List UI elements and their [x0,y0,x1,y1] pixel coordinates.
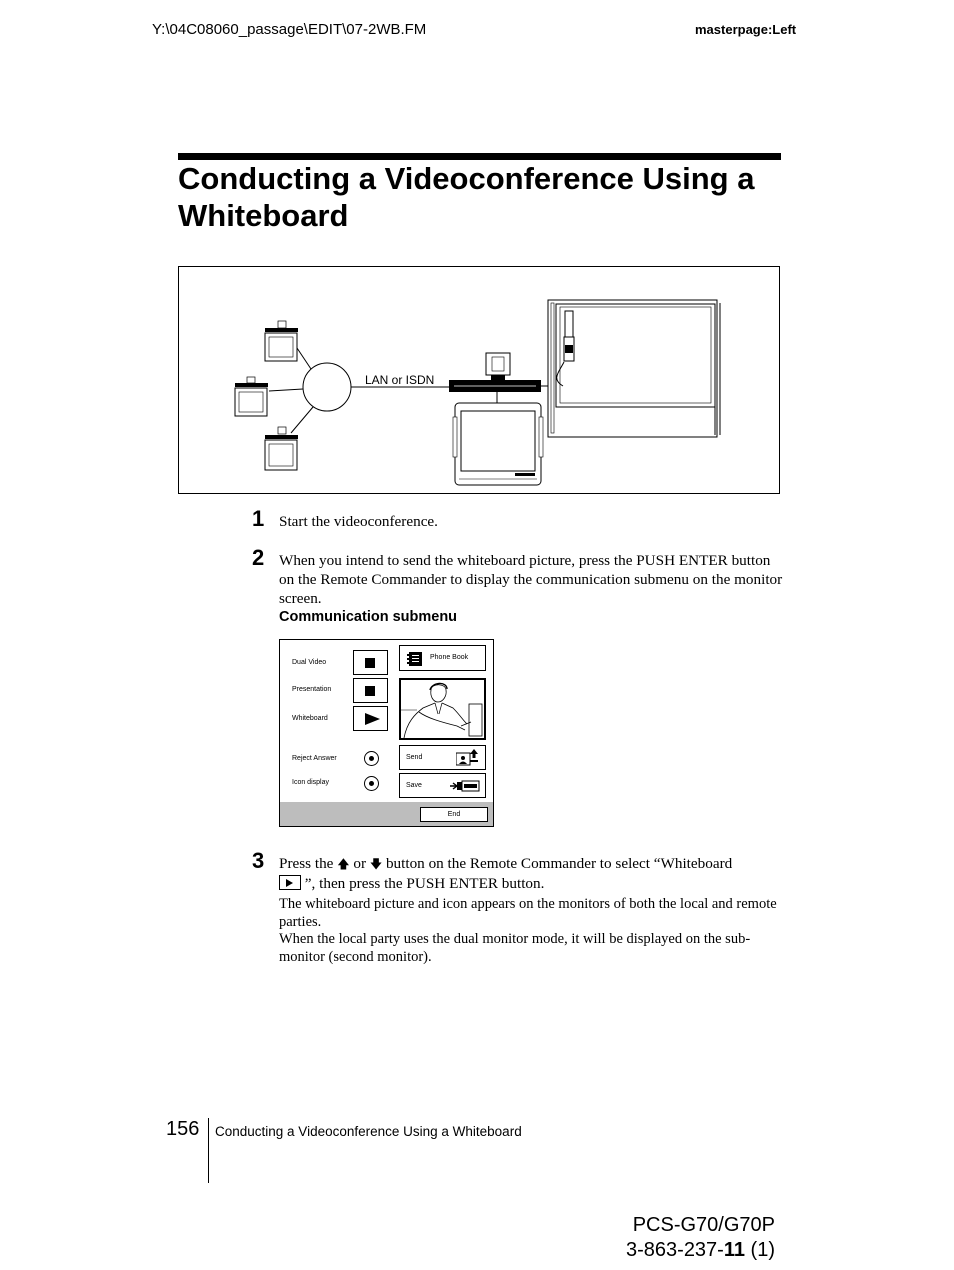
model-line-1: PCS-G70/G70P [632,1214,775,1236]
reject-answer-label: Reject Answer [292,755,337,762]
stop-icon [365,686,375,696]
preview-window [399,678,486,740]
model-code-bold: 11 [723,1239,745,1261]
footer-section-title: Conducting a Videoconference Using a Whiteboard [215,1124,522,1139]
dual-video-button[interactable] [353,650,388,675]
presenter-illustration-icon [401,680,484,738]
whiteboard-play-icon [279,875,301,890]
network-diagram-illustration [179,267,781,495]
icon-display-radio[interactable] [364,776,379,791]
send-button[interactable] [399,745,486,770]
remote-terminal-2-icon [235,377,268,416]
icon-display-label: Icon display [292,779,329,786]
page-title: Conducting a Videoconference Using a Whiteboard [178,161,755,233]
network-diagram [178,266,780,494]
save-to-card-icon [450,780,480,792]
reject-answer-radio[interactable] [364,751,379,766]
phone-book-icon [407,652,423,666]
stop-icon [365,658,375,668]
header-masterpage: masterpage:Left [695,22,797,37]
remote-terminal-3-icon [265,427,298,470]
step-1-number: 1 [252,506,265,531]
send-image-icon [456,749,478,767]
whiteboard-button[interactable] [353,706,388,731]
model-line-2 [560,1238,775,1263]
communication-submenu [279,639,494,827]
step-3-number: 3 [252,848,265,873]
model-revision: (1) [745,1239,775,1261]
phone-book-button[interactable] [399,645,486,671]
step-1-text: Start the videoconference. [279,513,438,530]
presentation-button[interactable] [353,678,388,703]
end-label: End [447,811,461,818]
step-3-note-1: The whiteboard picture and icon appears on the monitors of both the local and remote parties. [279,896,777,930]
phone-book-label: Phone Book [430,654,469,661]
submenu-heading: Communication submenu [279,609,458,625]
step-3-text-part: Press the [279,855,338,872]
step-3-text [279,854,784,893]
page-number: 156 [166,1118,200,1140]
whiteboard-icon [548,300,720,437]
arrow-up-icon: 🡅 [337,857,350,871]
whiteboard-label: Whiteboard [292,715,328,722]
header-file-path: Y:\04C08060_passage\EDIT\07-2WB.FM [152,21,427,38]
step-2-text: When you intend to send the whiteboard picture, press the PUSH ENTER button on the Remote Commander to display the communication submenu on the monitor screen. [279,552,783,607]
end-button[interactable] [420,807,488,822]
step-3-text-part: or [349,855,370,872]
presentation-label: Presentation [292,686,332,693]
save-button[interactable] [399,773,486,798]
model-number [560,1213,775,1263]
title-rule [178,153,781,160]
arrow-down-icon: 🡇 [369,857,383,871]
lan-isdn-label: LAN or ISDN [365,373,435,387]
play-icon [365,713,380,725]
model-code: 3-863-237- [626,1239,724,1261]
local-monitor-icon [453,403,543,485]
step-2-number: 2 [252,545,265,570]
step-3-note-2: When the local party uses the dual monitor mode, it will be displayed on the sub-monitor (second monitor). [279,931,751,965]
remote-terminal-1-icon [265,321,298,361]
step-3-text-part: ”, then press the PUSH ENTER button. [301,875,545,892]
save-label: Save [406,782,422,789]
footer-rule [208,1118,209,1183]
send-label: Send [406,754,423,761]
dual-video-label: Dual Video [292,659,327,666]
step-3-text-part: button on the Remote Commander to select “Whiteboard [382,855,733,872]
local-codec-icon [449,353,563,407]
